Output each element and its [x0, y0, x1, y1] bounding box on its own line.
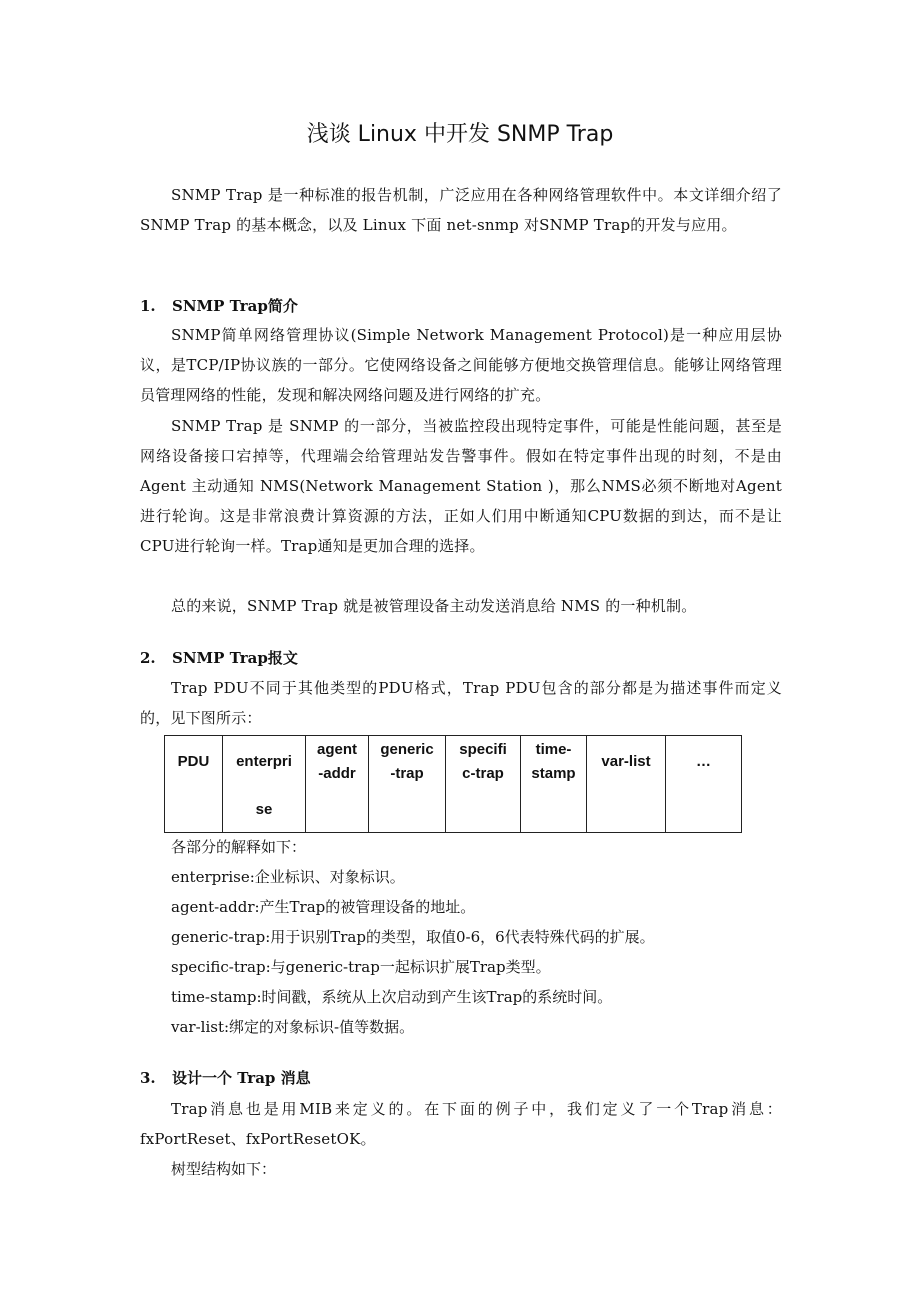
- section-3-title: 设计一个 Trap 消息: [172, 1069, 311, 1087]
- document-title: 浅谈 Linux 中开发 SNMP Trap: [306, 122, 614, 147]
- specific-trap-line-2: c-trap: [462, 765, 504, 782]
- section-2-heading: [140, 643, 298, 673]
- section-1-number: 1.: [140, 297, 156, 315]
- part-line-var-list: var-list:绑定的对象标识-值等数据。: [171, 1018, 415, 1036]
- section-1-paragraph-1: SNMP简单网络管理协议(Simple Network Management Protocol)是一种应用层协议，是TCP/IP协议族的一部分。它使网络设备之间能够方便地交换管理信息。能够让网络管理员管理网络的性能，发现和解决网络问题及进行网络的扩充。: [140, 326, 782, 404]
- section-2-number: 2.: [140, 649, 156, 667]
- section-1-paragraph-2: SNMP Trap 是 SNMP 的一部分，当被监控段出现特定事件，可能是性能问题，甚至是网络设备接口宕掉等，代理端会给管理站发告警事件。假如在特定事件出现的时刻，不是由 Agent 主动通知 NMS(Network Management Station )，那么NMS必须不断地对Agent进行轮询。这是非常浪费计算资源的方法，正如人们用中断通知CPU数据的到达，而不是让CPU进行轮询一样。Trap通知是更加合理的选择。: [140, 417, 782, 555]
- section-3-heading: [140, 1063, 311, 1093]
- trap-pdu-table: [164, 735, 742, 833]
- table-cell-pdu: PDU: [165, 736, 223, 833]
- generic-trap-line-1: generic: [380, 741, 434, 758]
- part-line-agent-addr: agent-addr:产生Trap的被管理设备的地址。: [171, 898, 476, 916]
- section-3-number: 3.: [140, 1069, 156, 1087]
- section-1-title: SNMP Trap简介: [172, 297, 298, 315]
- intro-paragraph: SNMP Trap 是一种标准的报告机制，广泛应用在各种网络管理软件中。本文详细介绍了 SNMP Trap 的基本概念，以及 Linux 下面 net-snmp 对SNMP Trap的开发与应用。: [140, 186, 782, 234]
- table-cell-specific-trap: [446, 736, 521, 833]
- enterprise-part-1: enterpri: [236, 753, 292, 770]
- part-line-time-stamp: time-stamp:时间戳，系统从上次启动到产生该Trap的系统时间。: [171, 988, 613, 1006]
- agent-addr-line-2: -addr: [318, 765, 356, 782]
- section-1-paragraph-3: 总的来说，SNMP Trap 就是被管理设备主动发送消息给 NMS 的一种机制。: [171, 597, 697, 615]
- table-row: [165, 736, 742, 833]
- time-stamp-line-1: time-: [535, 741, 572, 758]
- table-cell-agent-addr: [306, 736, 369, 833]
- section-2-title: SNMP Trap报文: [172, 649, 298, 667]
- section-2-paragraph: Trap PDU不同于其他类型的PDU格式，Trap PDU包含的部分都是为描述事件而定义的，见下图所示：: [140, 679, 782, 727]
- part-line-enterprise: enterprise:企业标识、对象标识。: [171, 868, 405, 886]
- part-line-generic-trap: generic-trap:用于识别Trap的类型，取值0-6，6代表特殊代码的扩展。: [171, 928, 655, 946]
- agent-addr-line-1: agent: [316, 741, 357, 758]
- generic-trap-line-2: -trap: [390, 765, 424, 782]
- tree-structure-label: 树型结构如下：: [171, 1160, 277, 1178]
- table-cell-enterprise: [223, 736, 306, 833]
- table-cell-var-list: var-list: [587, 736, 666, 833]
- table-cell-time-stamp: [521, 736, 587, 833]
- table-cell-generic-trap: [369, 736, 446, 833]
- parts-intro: 各部分的解释如下：: [171, 838, 307, 856]
- section-1-heading: [140, 291, 298, 321]
- enterprise-part-2: se: [255, 801, 273, 818]
- section-3-paragraph: Trap消息也是用MIB来定义的。在下面的例子中，我们定义了一个Trap消息：fxPortReset、fxPortResetOK。: [140, 1100, 782, 1148]
- specific-trap-line-1: specifi: [459, 741, 507, 758]
- part-line-specific-trap: specific-trap:与generic-trap一起标识扩展Trap类型。: [171, 958, 551, 976]
- table-cell-ellipsis: …: [666, 736, 742, 833]
- time-stamp-line-2: stamp: [531, 765, 576, 782]
